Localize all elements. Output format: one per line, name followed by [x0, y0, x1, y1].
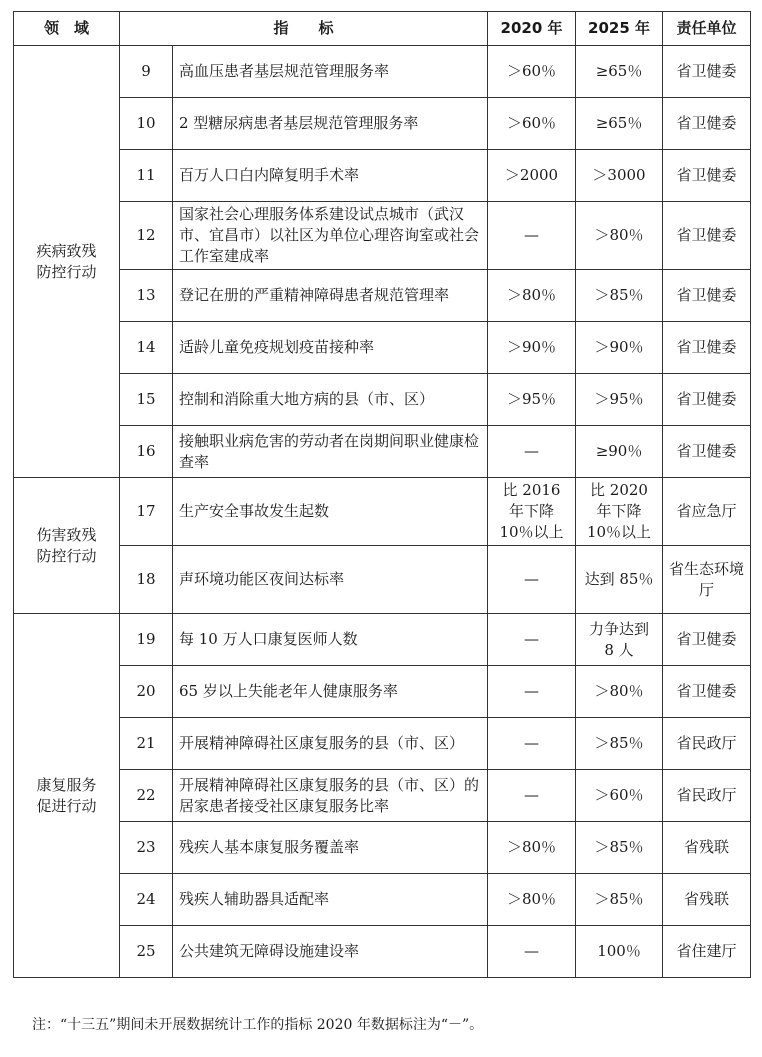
- value-2020-cell: —: [488, 770, 576, 822]
- value-2020-cell: —: [488, 666, 576, 718]
- value-2025-cell: ＞85％: [576, 874, 663, 926]
- row-number: 11: [120, 150, 173, 202]
- value-2025-cell: ＞60％: [576, 770, 663, 822]
- table-row: [14, 666, 751, 718]
- indicator-cell: 接触职业病危害的劳动者在岗期间职业健康检查率: [173, 426, 488, 478]
- responsible-unit-cell: 省卫健委: [663, 150, 751, 202]
- responsible-unit-cell: 省卫健委: [663, 426, 751, 478]
- area-label-line: 疾病致残: [36, 241, 97, 260]
- indicator-cell: 声环境功能区夜间达标率: [173, 546, 488, 614]
- value-2020-cell: —: [488, 614, 576, 666]
- row-number: 22: [120, 770, 173, 822]
- table-row: [14, 426, 751, 478]
- header-area: 领 域: [14, 12, 120, 46]
- table-row: [14, 614, 751, 666]
- indicator-cell: 百万人口白内障复明手术率: [173, 150, 488, 202]
- responsible-unit-cell: 省住建厅: [663, 926, 751, 978]
- row-number: 13: [120, 270, 173, 322]
- area-label-line: 伤害致残: [36, 525, 97, 544]
- footnote: 注：“十三五”期间未开展数据统计工作的指标 2020 年数据标注为“－”。: [32, 1017, 484, 1033]
- indicator-cell: 生产安全事故发生起数: [173, 478, 488, 546]
- table-row: [14, 150, 751, 202]
- area-label-line: 康复服务: [36, 775, 97, 794]
- area-label-line: 促进行动: [36, 796, 97, 815]
- value-2020-cell: ＞60％: [488, 46, 576, 98]
- value-2020-cell: ＞80％: [488, 270, 576, 322]
- row-number: 19: [120, 614, 173, 666]
- table-body: [14, 46, 751, 978]
- indicator-cell: 2 型糖尿病患者基层规范管理服务率: [173, 98, 488, 150]
- value-2020-cell: ＞95％: [488, 374, 576, 426]
- value-2025-cell: ＞85％: [576, 270, 663, 322]
- indicator-cell: 国家社会心理服务体系建设试点城市（武汉市、宜昌市）以社区为单位心理咨询室或社会工作室建成率: [173, 202, 488, 270]
- row-number: 25: [120, 926, 173, 978]
- indicator-cell: 高血压患者基层规范管理服务率: [173, 46, 488, 98]
- indicator-cell: 开展精神障碍社区康复服务的县（市、区）的居家患者接受社区康复服务比率: [173, 770, 488, 822]
- area-cell: [14, 46, 120, 478]
- table-row: [14, 546, 751, 614]
- indicator-cell: 65 岁以上失能老年人健康服务率: [173, 666, 488, 718]
- table-row: [14, 322, 751, 374]
- table-row: [14, 770, 751, 822]
- indicator-cell: 残疾人辅助器具适配率: [173, 874, 488, 926]
- responsible-unit-cell: 省卫健委: [663, 322, 751, 374]
- row-number: 10: [120, 98, 173, 150]
- row-number: 14: [120, 322, 173, 374]
- header-2020: 2020 年: [488, 12, 576, 46]
- value-2025-cell: ＞95％: [576, 374, 663, 426]
- area-cell: [14, 478, 120, 614]
- value-2025-cell: ≥90％: [576, 426, 663, 478]
- row-number: 18: [120, 546, 173, 614]
- table-row: [14, 270, 751, 322]
- area-label-line: 防控行动: [36, 262, 97, 281]
- value-2025-cell: 力争达到 8 人: [576, 614, 663, 666]
- area-cell: [14, 614, 120, 978]
- indicator-cell: 残疾人基本康复服务覆盖率: [173, 822, 488, 874]
- indicator-cell: 控制和消除重大地方病的县（市、区）: [173, 374, 488, 426]
- value-2025-cell: ＞3000: [576, 150, 663, 202]
- value-2020-cell: —: [488, 546, 576, 614]
- indicator-cell: 每 10 万人口康复医师人数: [173, 614, 488, 666]
- responsible-unit-cell: 省残联: [663, 822, 751, 874]
- responsible-unit-cell: 省应急厅: [663, 478, 751, 546]
- table-row: [14, 98, 751, 150]
- indicator-table: [13, 11, 751, 978]
- value-2020-cell: ＞80％: [488, 874, 576, 926]
- row-number: 21: [120, 718, 173, 770]
- value-2025-cell: ＞85％: [576, 822, 663, 874]
- value-2020-cell: ＞60％: [488, 98, 576, 150]
- header-indicator: 指 标: [120, 12, 488, 46]
- row-number: 23: [120, 822, 173, 874]
- row-number: 20: [120, 666, 173, 718]
- row-number: 9: [120, 46, 173, 98]
- value-2020-cell: —: [488, 926, 576, 978]
- value-2025-cell: ＞80％: [576, 666, 663, 718]
- indicator-cell: 登记在册的严重精神障碍患者规范管理率: [173, 270, 488, 322]
- value-2025-cell: ≥65％: [576, 46, 663, 98]
- indicator-cell: 公共建筑无障碍设施建设率: [173, 926, 488, 978]
- responsible-unit-cell: 省卫健委: [663, 270, 751, 322]
- header-2025: 2025 年: [576, 12, 663, 46]
- table-row: [14, 46, 751, 98]
- header-unit: 责任单位: [663, 12, 751, 46]
- value-2020-cell: 比 2016 年下降 10％以上: [488, 478, 576, 546]
- responsible-unit-cell: 省民政厅: [663, 770, 751, 822]
- table-row: [14, 202, 751, 270]
- row-number: 16: [120, 426, 173, 478]
- responsible-unit-cell: 省卫健委: [663, 666, 751, 718]
- row-number: 12: [120, 202, 173, 270]
- row-number: 24: [120, 874, 173, 926]
- responsible-unit-cell: 省卫健委: [663, 374, 751, 426]
- responsible-unit-cell: 省民政厅: [663, 718, 751, 770]
- responsible-unit-cell: 省生态环境厅: [663, 546, 751, 614]
- value-2025-cell: 达到 85％: [576, 546, 663, 614]
- table-row: [14, 874, 751, 926]
- row-number: 15: [120, 374, 173, 426]
- header-row: [14, 12, 751, 46]
- value-2020-cell: ＞80％: [488, 822, 576, 874]
- table-row: [14, 822, 751, 874]
- table-row: [14, 926, 751, 978]
- value-2020-cell: ＞2000: [488, 150, 576, 202]
- value-2020-cell: ＞90％: [488, 322, 576, 374]
- indicator-cell: 适龄儿童免疫规划疫苗接种率: [173, 322, 488, 374]
- value-2020-cell: —: [488, 718, 576, 770]
- value-2025-cell: 比 2020 年下降 10％以上: [576, 478, 663, 546]
- table-row: [14, 718, 751, 770]
- area-label-line: 防控行动: [36, 546, 97, 565]
- responsible-unit-cell: 省卫健委: [663, 202, 751, 270]
- value-2025-cell: ＞90％: [576, 322, 663, 374]
- responsible-unit-cell: 省卫健委: [663, 614, 751, 666]
- responsible-unit-cell: 省残联: [663, 874, 751, 926]
- responsible-unit-cell: 省卫健委: [663, 46, 751, 98]
- indicator-cell: 开展精神障碍社区康复服务的县（市、区）: [173, 718, 488, 770]
- value-2025-cell: ＞80％: [576, 202, 663, 270]
- value-2020-cell: —: [488, 202, 576, 270]
- value-2020-cell: —: [488, 426, 576, 478]
- row-number: 17: [120, 478, 173, 546]
- table-row: [14, 374, 751, 426]
- responsible-unit-cell: 省卫健委: [663, 98, 751, 150]
- value-2025-cell: ≥65％: [576, 98, 663, 150]
- value-2025-cell: ＞85％: [576, 718, 663, 770]
- table-row: [14, 478, 751, 546]
- value-2025-cell: 100％: [576, 926, 663, 978]
